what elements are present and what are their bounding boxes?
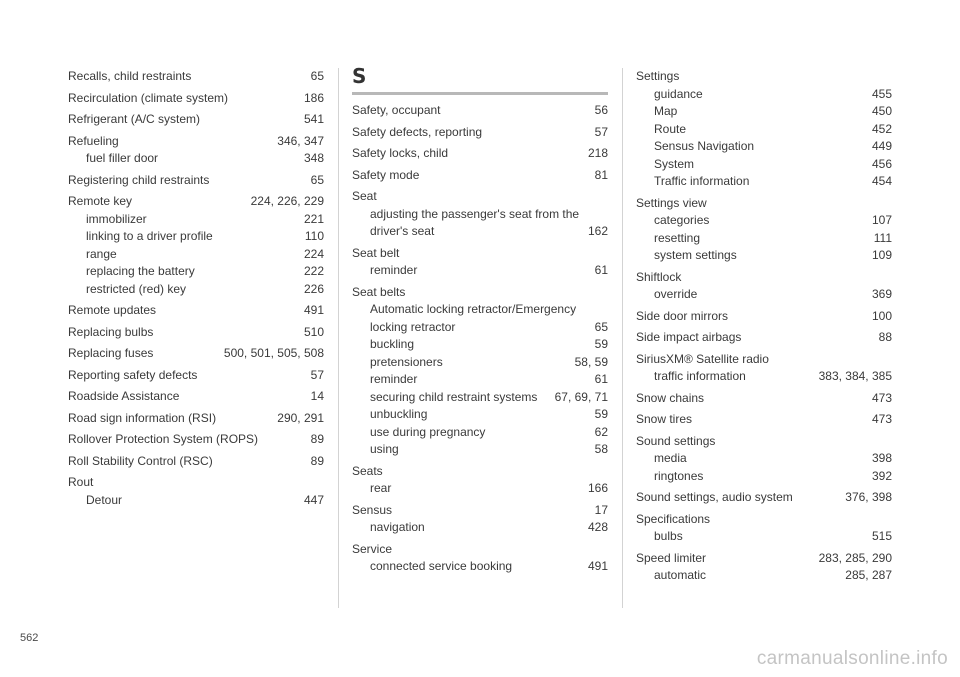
subentry-label: unbuckling xyxy=(370,407,428,421)
page-reference[interactable]: 109 xyxy=(871,248,892,262)
section-divider-rule xyxy=(352,92,608,95)
entry-label: Safety, occupant xyxy=(352,103,441,117)
index-entry-row xyxy=(352,167,608,185)
index-subentry xyxy=(352,480,608,498)
index-entry-row xyxy=(636,269,892,287)
index-entry xyxy=(68,133,324,168)
index-entry-row xyxy=(68,410,324,428)
index-entry xyxy=(636,195,892,265)
subentry-label: securing child restraint systems xyxy=(370,389,538,404)
index-subentry xyxy=(636,138,892,156)
page-number: 562 xyxy=(20,632,39,644)
subentry-label: buckling xyxy=(370,337,415,351)
index-subentry xyxy=(636,212,892,230)
index-entry xyxy=(68,68,324,86)
index-entry-row xyxy=(68,172,324,190)
index-entry-row xyxy=(68,367,324,385)
subentry-label: automatic xyxy=(654,568,707,582)
index-entry-row xyxy=(636,195,892,213)
subentry-label: system settings xyxy=(654,248,737,262)
index-entry xyxy=(636,489,892,507)
page-reference[interactable]: 57 xyxy=(594,124,608,139)
index-entry-row xyxy=(352,463,608,481)
page-reference[interactable]: 17 xyxy=(594,502,608,517)
entry-label: SiriusXM® Satellite radio xyxy=(636,351,769,366)
subentry-label: reminder xyxy=(370,263,418,277)
index-entry-row xyxy=(636,390,892,408)
index-subentry xyxy=(636,86,892,104)
index-entry-row xyxy=(352,284,608,302)
page-reference[interactable]: 14 xyxy=(310,389,324,403)
subentry-label: range xyxy=(86,246,117,261)
index-entry-row xyxy=(352,245,608,263)
index-subentry xyxy=(352,558,608,576)
index-entry xyxy=(352,188,608,241)
index-entry xyxy=(636,550,892,585)
index-entry-row xyxy=(68,302,324,320)
index-entry-row xyxy=(68,345,324,363)
index-subentry xyxy=(636,156,892,174)
index-entry xyxy=(352,502,608,537)
index-entry-row xyxy=(68,388,324,406)
page-reference[interactable]: 290, 291 xyxy=(277,410,324,425)
index-entry xyxy=(352,245,608,280)
entry-label: Roadside Assistance xyxy=(68,389,180,403)
subentry-label: restricted (red) key xyxy=(86,281,187,296)
page-reference[interactable]: 221 xyxy=(303,211,324,226)
page-reference[interactable]: 491 xyxy=(303,303,324,317)
page-reference[interactable]: 515 xyxy=(871,529,892,543)
entry-label: Remote key xyxy=(68,194,133,208)
entry-label: Seat xyxy=(352,189,377,203)
index-entry-row xyxy=(352,502,608,520)
index-subentry xyxy=(352,406,608,424)
index-subentry xyxy=(636,368,892,386)
index-subentry xyxy=(68,211,324,229)
page-reference[interactable]: 449 xyxy=(871,139,892,153)
subentry-label: driver's seat xyxy=(370,224,435,238)
index-entry xyxy=(352,124,608,142)
subentry-label: media xyxy=(654,451,687,465)
entry-label: Settings view xyxy=(636,195,707,210)
index-subentry xyxy=(352,336,608,354)
index-entry xyxy=(636,329,892,347)
index-subentry xyxy=(352,424,608,442)
index-subentry xyxy=(352,223,608,241)
index-entry-row xyxy=(352,124,608,142)
index-subentry xyxy=(352,389,608,407)
entry-label: Side impact airbags xyxy=(636,330,742,344)
column-divider-1 xyxy=(338,68,339,608)
index-entry xyxy=(636,411,892,429)
index-column-2 xyxy=(352,64,608,580)
entry-label: Snow tires xyxy=(636,412,693,426)
index-entry xyxy=(636,511,892,546)
index-entry-row xyxy=(68,133,324,151)
page-reference[interactable]: 222 xyxy=(303,264,324,278)
page-reference[interactable]: 491 xyxy=(587,559,608,573)
subentry-label: ringtones xyxy=(654,468,704,483)
entry-label: Service xyxy=(352,541,393,556)
page-reference[interactable]: 166 xyxy=(587,481,608,495)
page-reference[interactable]: 65 xyxy=(594,319,608,334)
index-entry-row xyxy=(352,541,608,559)
subentry-label: System xyxy=(654,156,695,171)
subentry-label: use during pregnancy xyxy=(370,424,486,439)
page-reference[interactable]: 369 xyxy=(871,287,892,301)
index-entry-row xyxy=(636,68,892,86)
page-reference[interactable]: 285, 287 xyxy=(845,568,892,582)
page-reference[interactable]: 89 xyxy=(310,453,324,468)
entry-label: Seats xyxy=(352,463,383,478)
entry-label: Recirculation (climate system) xyxy=(68,90,229,105)
index-entry xyxy=(636,68,892,191)
index-subentry xyxy=(68,228,324,246)
page-reference[interactable]: 510 xyxy=(303,324,324,339)
index-subentry xyxy=(636,567,892,585)
page-reference[interactable]: 383, 384, 385 xyxy=(818,369,892,383)
subentry-label: rear xyxy=(370,481,392,495)
page-reference[interactable]: 348 xyxy=(303,151,324,165)
entry-label: Sound settings, audio system xyxy=(636,490,793,504)
index-entry-row xyxy=(636,433,892,451)
subentry-label: Traffic information xyxy=(654,174,750,188)
index-entry xyxy=(636,269,892,304)
subentry-label: bulbs xyxy=(654,529,683,543)
entry-label: Safety locks, child xyxy=(352,146,449,160)
subentry-label: traffic information xyxy=(654,369,746,383)
entry-label: Remote updates xyxy=(68,303,157,317)
page-reference[interactable]: 376, 398 xyxy=(845,490,892,504)
subentry-label: fuel filler door xyxy=(86,151,159,165)
index-subentry xyxy=(68,150,324,168)
subentry-label: override xyxy=(654,287,698,301)
page-reference[interactable]: 89 xyxy=(310,432,324,446)
index-entry xyxy=(68,90,324,108)
index-entry xyxy=(68,302,324,320)
entry-label: Snow chains xyxy=(636,390,705,405)
page-reference[interactable]: 57 xyxy=(310,367,324,382)
index-entry xyxy=(68,474,324,509)
index-subentry xyxy=(636,121,892,139)
subentry-label: Map xyxy=(654,104,678,118)
page-reference[interactable]: 500, 501, 505, 508 xyxy=(223,346,324,360)
page-reference[interactable]: 456 xyxy=(871,156,892,171)
index-entry-row xyxy=(352,102,608,120)
page-reference[interactable]: 67, 69, 71 xyxy=(554,389,608,404)
subentry-label: navigation xyxy=(370,520,425,534)
subentry-label: Route xyxy=(654,121,687,136)
page-reference[interactable]: 58, 59 xyxy=(574,354,608,369)
index-subentry xyxy=(352,441,608,459)
entry-label: Sensus xyxy=(352,502,393,517)
page-reference[interactable]: 283, 285, 290 xyxy=(818,550,892,565)
subentry-label: reminder xyxy=(370,372,418,386)
index-entry-row xyxy=(68,431,324,449)
subentry-label: Automatic locking retractor/Emergency xyxy=(370,302,577,316)
entry-label: Safety mode xyxy=(352,167,420,182)
subentry-label: categories xyxy=(654,213,710,227)
page-reference[interactable]: 455 xyxy=(871,86,892,101)
index-entry xyxy=(352,541,608,576)
page-reference[interactable]: 56 xyxy=(594,103,608,117)
index-entry-row xyxy=(636,550,892,568)
index-entry xyxy=(352,284,608,459)
index-entry xyxy=(68,453,324,471)
index-subentry xyxy=(68,281,324,299)
index-entry xyxy=(352,463,608,498)
page-reference[interactable]: 473 xyxy=(871,412,892,426)
page-reference[interactable]: 59 xyxy=(594,337,608,351)
watermark: carmanualsonline.info xyxy=(756,648,948,669)
index-subentry xyxy=(636,286,892,304)
page-reference[interactable]: 110 xyxy=(304,229,324,243)
page-reference[interactable]: 88 xyxy=(878,330,892,344)
entry-label: Side door mirrors xyxy=(636,308,729,323)
index-entry xyxy=(352,145,608,163)
entry-label: Settings xyxy=(636,69,680,83)
page-reference[interactable]: 65 xyxy=(310,69,324,83)
index-subentry xyxy=(352,301,608,319)
subentry-label: linking to a driver profile xyxy=(86,229,213,243)
page-reference[interactable]: 346, 347 xyxy=(277,133,324,148)
index-entry xyxy=(68,431,324,449)
index-entry-row xyxy=(68,90,324,108)
index-entry xyxy=(68,410,324,428)
page-reference[interactable]: 162 xyxy=(587,224,608,238)
index-entry xyxy=(68,345,324,363)
index-entry xyxy=(352,167,608,185)
index-subentry xyxy=(352,354,608,372)
page-reference[interactable]: 452 xyxy=(871,121,892,136)
page-reference[interactable]: 58 xyxy=(594,442,608,456)
subentry-label: using xyxy=(370,442,399,456)
index-subentry xyxy=(636,528,892,546)
page-reference[interactable]: 62 xyxy=(594,424,608,439)
index-entry-row xyxy=(636,329,892,347)
index-entry xyxy=(68,111,324,129)
index-entry xyxy=(68,388,324,406)
page-reference[interactable]: 59 xyxy=(594,407,608,421)
index-entry-row xyxy=(352,188,608,206)
index-subentry xyxy=(68,246,324,264)
index-entry xyxy=(636,390,892,408)
index-subentry xyxy=(636,247,892,265)
index-entry xyxy=(68,193,324,298)
index-entry xyxy=(636,351,892,386)
entry-label: Safety defects, reporting xyxy=(352,124,483,139)
index-entry-row xyxy=(68,68,324,86)
page-reference[interactable]: 541 xyxy=(303,112,324,126)
index-entry xyxy=(68,367,324,385)
index-subentry xyxy=(636,468,892,486)
entry-label: Recalls, child restraints xyxy=(68,69,192,83)
column-divider-2 xyxy=(622,68,623,608)
subentry-label: adjusting the passenger's seat from the xyxy=(370,206,580,221)
entry-label: Refueling xyxy=(68,133,119,148)
index-entry xyxy=(636,308,892,326)
entry-label: Refrigerant (A/C system) xyxy=(68,112,201,126)
index-entry xyxy=(68,172,324,190)
subentry-label: Detour xyxy=(86,492,123,507)
index-entry-row xyxy=(636,308,892,326)
entry-label: Registering child restraints xyxy=(68,172,210,187)
index-subentry xyxy=(636,450,892,468)
subentry-label: resetting xyxy=(654,230,701,245)
page-reference[interactable]: 447 xyxy=(303,492,324,507)
entry-label: Shiftlock xyxy=(636,269,682,284)
index-subentry xyxy=(352,206,608,224)
index-subentry xyxy=(636,230,892,248)
index-entry-row xyxy=(68,324,324,342)
index-subentry xyxy=(352,371,608,389)
page-reference[interactable]: 100 xyxy=(871,308,892,323)
index-subentry xyxy=(68,492,324,510)
entry-label: Roll Stability Control (RSC) xyxy=(68,453,213,468)
page-reference[interactable]: 186 xyxy=(303,90,324,105)
subentry-label: immobilizer xyxy=(86,211,147,226)
entry-label: Sound settings xyxy=(636,433,716,448)
page-reference[interactable]: 218 xyxy=(587,146,608,160)
page-reference[interactable]: 226 xyxy=(303,281,324,296)
section-letter-heading: S xyxy=(352,64,367,88)
index-entry-row xyxy=(68,193,324,211)
entry-label: Seat belt xyxy=(352,245,400,260)
page-reference[interactable]: 65 xyxy=(310,172,324,187)
page-reference[interactable]: 428 xyxy=(587,520,608,534)
subentry-label: guidance xyxy=(654,86,703,101)
page-reference[interactable]: 81 xyxy=(594,167,608,182)
index-entry-row xyxy=(636,489,892,507)
index-subentry xyxy=(636,173,892,191)
index-subentry xyxy=(636,103,892,121)
index-subentry xyxy=(352,262,608,280)
index-column-3 xyxy=(636,68,892,589)
index-entry-row xyxy=(352,145,608,163)
subentry-label: replacing the battery xyxy=(86,264,195,278)
page-reference[interactable]: 224, 226, 229 xyxy=(250,194,324,208)
page-reference[interactable]: 61 xyxy=(594,372,608,386)
page-reference[interactable]: 454 xyxy=(871,174,892,188)
index-subentry xyxy=(352,519,608,537)
subentry-label: Sensus Navigation xyxy=(654,139,755,153)
entry-label: Replacing bulbs xyxy=(68,324,154,339)
subentry-label: pretensioners xyxy=(370,354,443,369)
entry-label: Speed limiter xyxy=(636,550,707,565)
index-entry-row xyxy=(68,474,324,492)
page-reference[interactable]: 473 xyxy=(871,390,892,405)
page-reference[interactable]: 398 xyxy=(871,451,892,465)
index-entry-row xyxy=(636,411,892,429)
page-reference[interactable]: 107 xyxy=(871,213,892,227)
page-reference[interactable]: 61 xyxy=(594,263,608,277)
index-entry-row xyxy=(68,111,324,129)
entry-label: Road sign information (RSI) xyxy=(68,410,217,425)
entry-label: Seat belts xyxy=(352,284,406,299)
entry-label: Specifications xyxy=(636,511,711,526)
page-reference[interactable]: 392 xyxy=(871,468,892,483)
subentry-label: locking retractor xyxy=(370,319,456,334)
index-entry-row xyxy=(68,453,324,471)
entry-label: Rout xyxy=(68,475,94,489)
index-entry xyxy=(636,433,892,486)
subentry-label: connected service booking xyxy=(370,559,513,573)
index-entry xyxy=(352,102,608,120)
index-subentry xyxy=(68,263,324,281)
page-reference[interactable]: 450 xyxy=(871,104,892,118)
entry-label: Replacing fuses xyxy=(68,346,154,360)
index-column-1 xyxy=(68,68,324,513)
index-entry-row xyxy=(636,351,892,369)
entry-label: Reporting safety defects xyxy=(68,367,198,382)
page-reference[interactable]: 111 xyxy=(873,230,892,245)
page-reference[interactable]: 224 xyxy=(303,246,324,261)
index-entry-row xyxy=(636,511,892,529)
entry-label: Rollover Protection System (ROPS) xyxy=(68,432,259,446)
index-entry xyxy=(68,324,324,342)
index-subentry xyxy=(352,319,608,337)
